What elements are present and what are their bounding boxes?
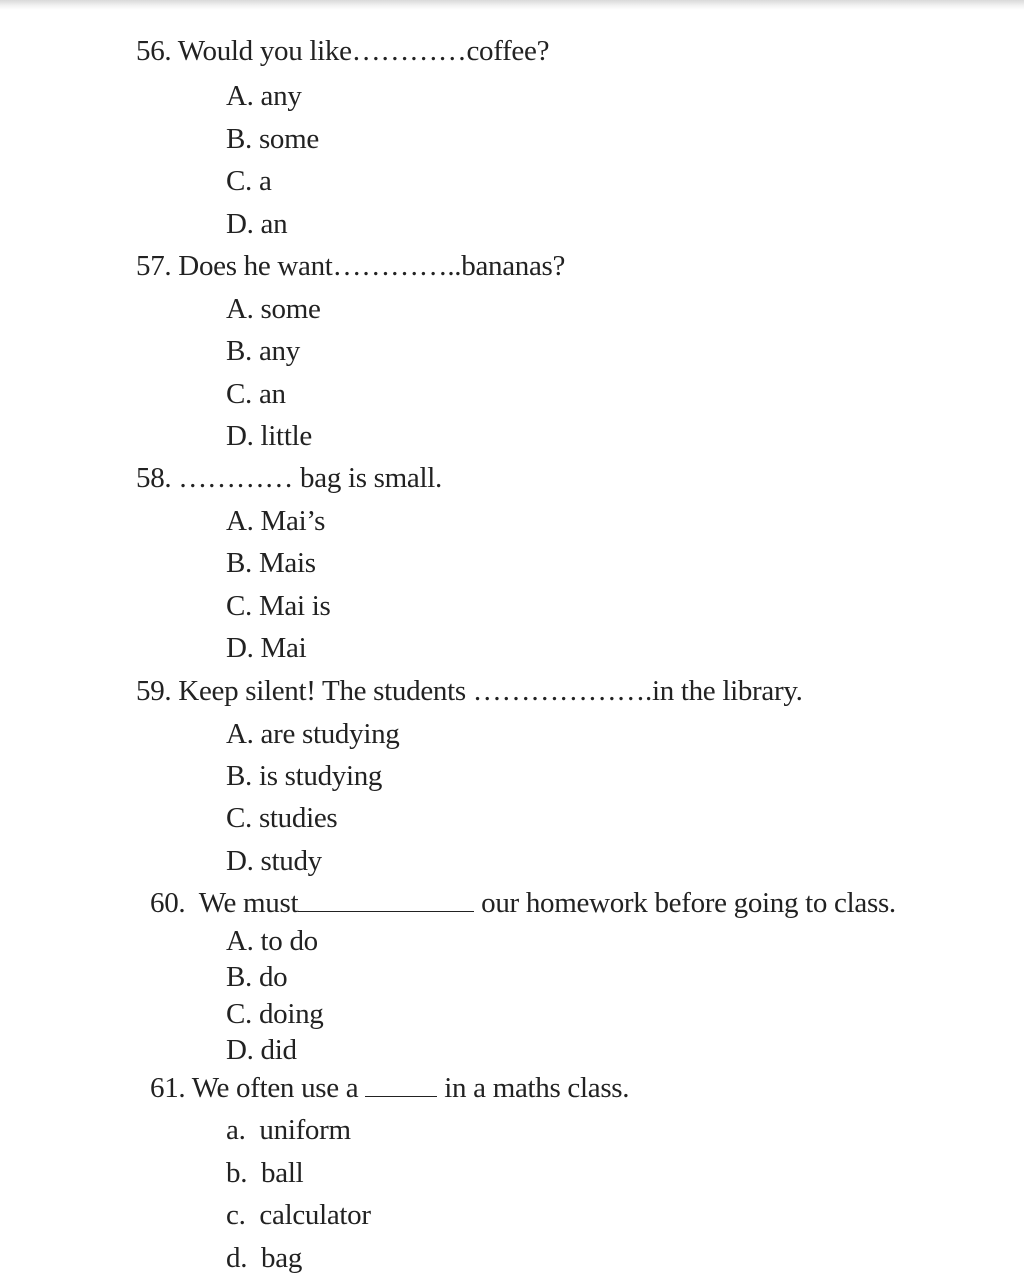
answer-blank [298, 891, 474, 912]
question-61-stem-end: in a maths class. [437, 1072, 630, 1104]
question-59: 59. Keep silent! The students ……………….in the library. [136, 675, 803, 707]
question-61-stem-start: 61. We often use a [150, 1072, 366, 1104]
question-58-option-a: A. Mai’s [226, 505, 326, 537]
question-56: 56. Would you like…………coffee? [136, 35, 550, 67]
answer-blank [365, 1076, 437, 1097]
question-59-option-c: C. studies [226, 802, 338, 834]
question-57-option-b: B. any [226, 335, 300, 367]
question-61-option-d: d. bag [226, 1242, 303, 1274]
question-60 [150, 886, 896, 920]
question-60-option-a: A. to do [226, 925, 318, 957]
question-58-option-d: D. Mai [226, 632, 307, 664]
question-59-option-a: A. are studying [226, 718, 400, 750]
question-61-option-a: a. uniform [226, 1114, 351, 1146]
question-60-stem-start: 60. We must [150, 887, 299, 919]
question-57-option-a: A. some [226, 293, 321, 325]
question-57-option-c: C. an [226, 378, 286, 410]
question-56-option-d: D. an [226, 208, 288, 240]
question-59-option-b: B. is studying [226, 760, 383, 792]
question-61-option-c: c. calculator [226, 1199, 371, 1231]
question-60-option-b: B. do [226, 961, 288, 993]
question-56-option-b: B. some [226, 123, 319, 155]
question-58: 58. ………… bag is small. [136, 462, 442, 494]
question-56-option-a: A. any [226, 80, 302, 112]
question-57-option-d: D. little [226, 420, 312, 452]
question-58-option-c: C. Mai is [226, 590, 331, 622]
question-61-option-b: b. ball [226, 1157, 304, 1189]
question-61 [150, 1071, 629, 1105]
question-60-option-c: C. doing [226, 998, 324, 1030]
question-60-stem-end: our homework before going to class. [474, 887, 896, 919]
question-56-option-c: C. a [226, 165, 272, 197]
page-top-shadow [0, 0, 1024, 10]
question-60-option-d: D. did [226, 1034, 297, 1066]
question-58-option-b: B. Mais [226, 547, 316, 579]
question-59-option-d: D. study [226, 845, 322, 877]
question-57: 57. Does he want…………..bananas? [136, 250, 566, 282]
